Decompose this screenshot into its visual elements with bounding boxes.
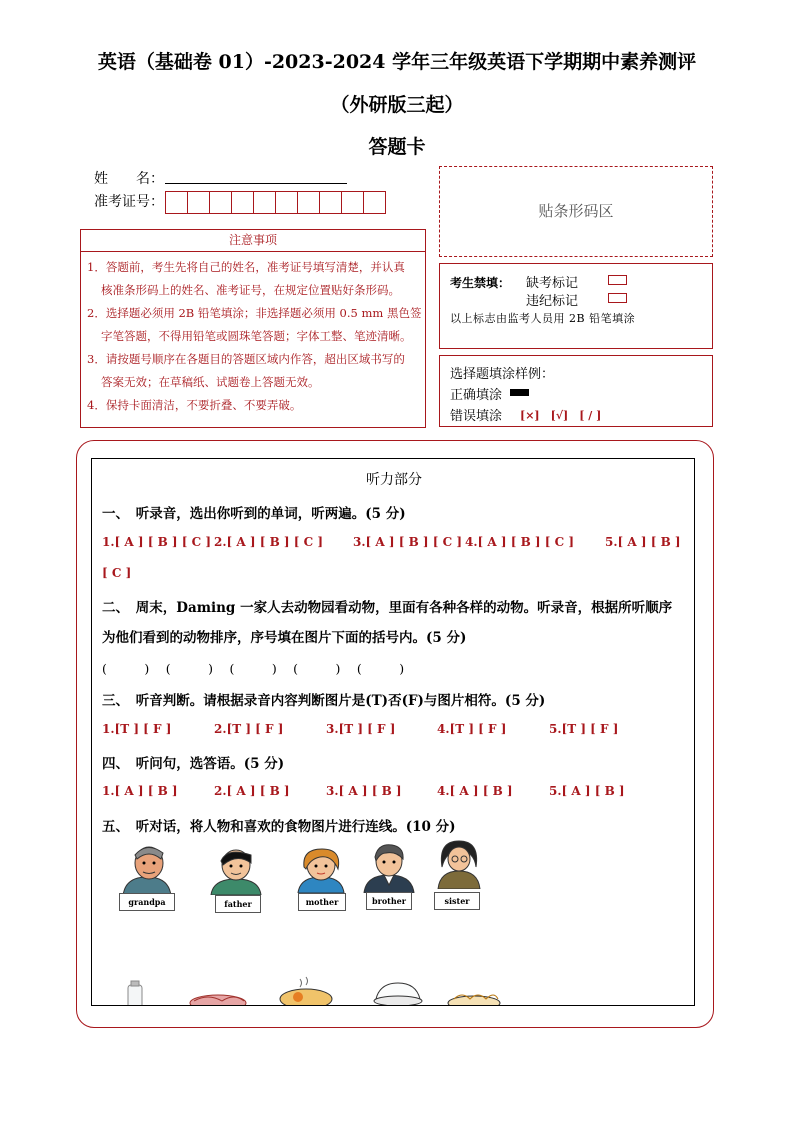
barcode-label: 贴条形码区 (538, 202, 614, 220)
sister-picture (434, 837, 484, 913)
q5-title: 五、 听对话，将人物和喜欢的食物图片进行连线。(10 分) (102, 819, 456, 835)
listening-section (91, 458, 695, 1006)
mother-picture (292, 847, 350, 915)
noodles-picture (278, 975, 334, 1006)
q2-title: 二、 周末，Daming 一家人去动物园看动物，里面有各种各样的动物。听录音，根据所听顺序 (102, 600, 673, 616)
notice-box (80, 229, 426, 428)
q1-answer-2[interactable]: 2.[ A ] [ B ] [ C ] (214, 535, 324, 549)
q3-answer-5[interactable]: 5.[T ] [ F ] (549, 722, 619, 736)
q4-title: 四、 听问句，选答语。(5 分) (102, 756, 285, 772)
notice-item: 2．选择题必须用 2B 铅笔填涂；非选择题必须用 0.5 mm 黑色签 (87, 306, 422, 320)
name-label: 姓 名： (94, 171, 164, 187)
page-title: 英语（基础卷 01）-2023-2024 学年三年级英语下学期期中素养测评 (97, 51, 697, 73)
q1-title: 一、 听录音，选出你听到的单词，听两遍。(5 分) (102, 506, 406, 522)
sample-title: 选择题填涂样例： (450, 367, 555, 382)
q4-answer-4[interactable]: 4.[ A ] [ B ] (437, 784, 513, 798)
id-label: 准考证号： (94, 194, 164, 210)
fruit-picture (446, 987, 502, 1006)
wrong-fill-marks: [×] [√] [ / ] (520, 409, 602, 422)
notice-item: 1．答题前，考生先将自己的姓名，准考证号填写清楚，并认真 (87, 260, 405, 274)
meat-picture (188, 989, 248, 1006)
father-picture (207, 847, 265, 915)
q1-answer-5-wrap[interactable]: [ C ] (102, 566, 132, 580)
listening-title: 听力部分 (366, 472, 422, 488)
notice-item: 答案无效；在草稿纸、试题卷上答题无效。 (101, 375, 320, 389)
violation-checkbox[interactable] (608, 293, 627, 303)
violation-label: 违纪标记 (526, 294, 579, 309)
notice-item: 4．保持卡面清洁，不要折叠、不要弄破。 (87, 398, 302, 412)
forbidden-note: 以上标志由监考人员用 2B 铅笔填涂 (450, 312, 636, 325)
correct-fill-mark (510, 389, 529, 396)
absent-label: 缺考标记 (526, 276, 579, 291)
q1-answer-3[interactable]: 3.[ A ] [ B ] [ C ] (353, 535, 463, 549)
forbidden-label: 考生禁填： (450, 276, 511, 290)
barcode-area (439, 166, 713, 257)
correct-fill-label: 正确填涂 (450, 388, 503, 403)
person-label: mother (298, 893, 346, 911)
fill-sample-box (439, 355, 713, 427)
q4-answer-3[interactable]: 3.[ A ] [ B ] (326, 784, 402, 798)
notice-item: 3．请按题号顺序在各题目的答题区域内作答，超出区域书写的 (87, 352, 405, 366)
wrong-fill-label: 错误填涂 (450, 409, 503, 424)
brother-picture (360, 841, 418, 913)
q3-answer-3[interactable]: 3.[T ] [ F ] (326, 722, 396, 736)
q3-answer-2[interactable]: 2.[T ] [ F ] (214, 722, 284, 736)
q1-answer-5[interactable]: 5.[ A ] [ B ] (605, 535, 681, 549)
rice-picture (370, 979, 426, 1006)
forbidden-box (439, 263, 713, 349)
q3-title: 三、 听音判断。请根据录音内容判断图片是(T)否(F)与图片相符。(5 分) (102, 693, 546, 709)
answer-sheet-title: 答题卡 (368, 136, 426, 158)
notice-title: 注意事项 (81, 230, 425, 252)
page-subtitle: （外研版三起） (330, 94, 464, 116)
person-label: brother (366, 892, 412, 910)
id-number-grid[interactable] (165, 191, 417, 215)
absent-checkbox[interactable] (608, 275, 627, 285)
person-label: grandpa (119, 893, 175, 911)
q1-answer-1[interactable]: 1.[ A ] [ B ] [ C ] (102, 535, 212, 549)
name-field[interactable] (165, 183, 347, 184)
person-label: sister (434, 892, 480, 910)
grandpa-picture (117, 841, 177, 911)
notice-item: 字笔答题，不得用铅笔或圆珠笔答题；字体工整、笔迹清晰。 (101, 329, 412, 343)
q3-answer-4[interactable]: 4.[T ] [ F ] (437, 722, 507, 736)
q4-answer-5[interactable]: 5.[ A ] [ B ] (549, 784, 625, 798)
q3-answer-1[interactable]: 1.[T ] [ F ] (102, 722, 172, 736)
q2-blanks[interactable]: ( ) ( ) ( ) ( ) ( ) (102, 661, 405, 676)
q4-answer-1[interactable]: 1.[ A ] [ B ] (102, 784, 178, 798)
q2-title-cont: 为他们看到的动物排序，序号填在图片下面的括号内。(5 分) (102, 630, 467, 646)
notice-item: 核准条形码上的姓名、准考证号，在规定位置贴好条形码。 (101, 283, 400, 297)
milk-picture (122, 979, 148, 1006)
q1-answer-4[interactable]: 4.[ A ] [ B ] [ C ] (465, 535, 575, 549)
q4-answer-2[interactable]: 2.[ A ] [ B ] (214, 784, 290, 798)
person-label: father (215, 895, 261, 913)
